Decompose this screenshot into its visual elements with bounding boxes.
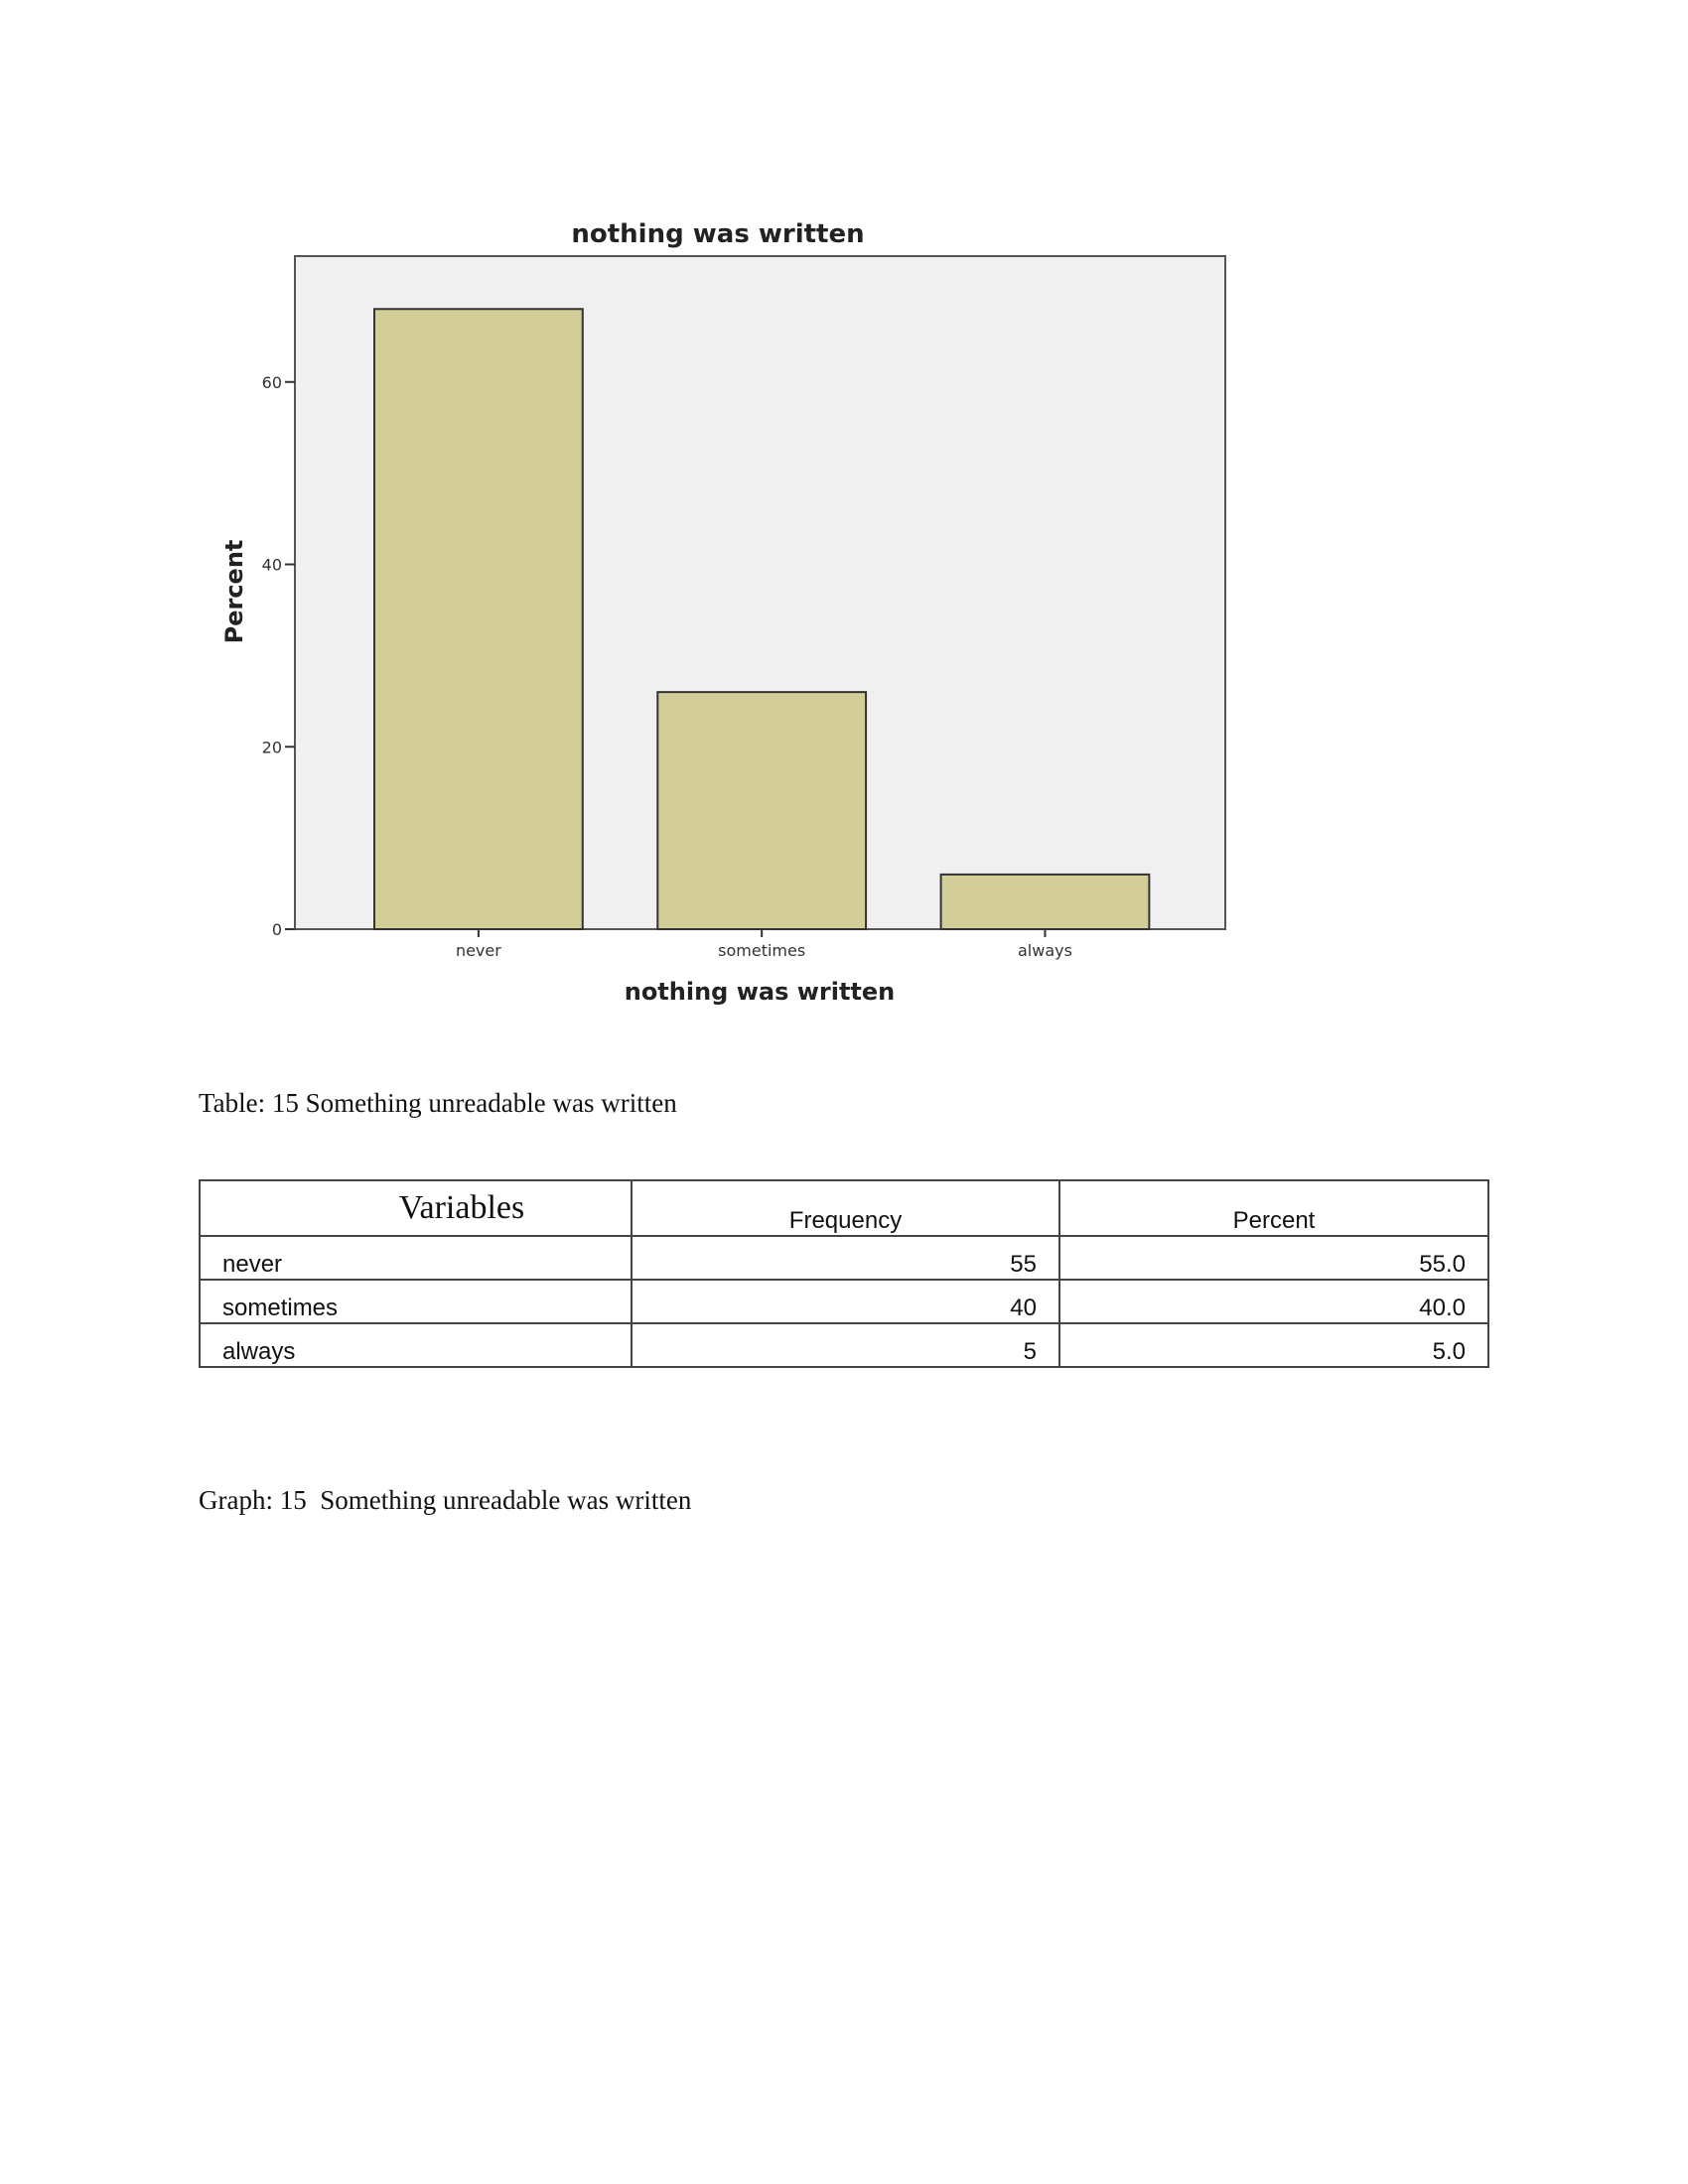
row-frequency: 55 [632, 1236, 1059, 1280]
y-tick-label: 20 [261, 738, 282, 757]
chart-title: nothing was written [571, 219, 865, 249]
bar-sometimes [657, 692, 866, 929]
row-percent: 40.0 [1059, 1280, 1488, 1323]
bar-always [941, 875, 1150, 929]
x-tick-label: never [455, 941, 501, 960]
bar-never [374, 309, 583, 929]
header-percent: Percent [1059, 1180, 1488, 1236]
header-frequency: Frequency [632, 1180, 1059, 1236]
bar-chart [0, 0, 1688, 1052]
table-row [200, 1236, 1488, 1280]
x-tick-label: sometimes [718, 941, 806, 960]
row-frequency: 5 [632, 1323, 1059, 1367]
table-row [200, 1323, 1488, 1367]
y-tick-label: 60 [261, 372, 282, 392]
x-tick-label: always [1018, 941, 1072, 960]
row-frequency: 40 [632, 1280, 1059, 1323]
row-percent: 55.0 [1059, 1236, 1488, 1280]
row-variable: always [200, 1323, 632, 1367]
y-axis-label: Percent [220, 539, 248, 644]
table-header-row [200, 1180, 1488, 1236]
row-percent: 5.0 [1059, 1323, 1488, 1367]
table-row [200, 1280, 1488, 1323]
y-tick-label: 40 [261, 555, 282, 575]
x-axis-ticks [456, 929, 1072, 960]
y-axis-ticks [262, 373, 295, 939]
x-axis-label: nothing was written [624, 978, 896, 1006]
graph-caption: Graph: 15 Something unreadable was written [199, 1485, 692, 1515]
row-variable: sometimes [200, 1280, 632, 1323]
frequency-table [199, 1179, 1489, 1368]
header-variables: Variables [200, 1180, 632, 1236]
row-variable: never [200, 1236, 632, 1280]
table-caption: Table: 15 Something unreadable was written [199, 1088, 677, 1118]
y-tick-label: 0 [271, 920, 282, 939]
